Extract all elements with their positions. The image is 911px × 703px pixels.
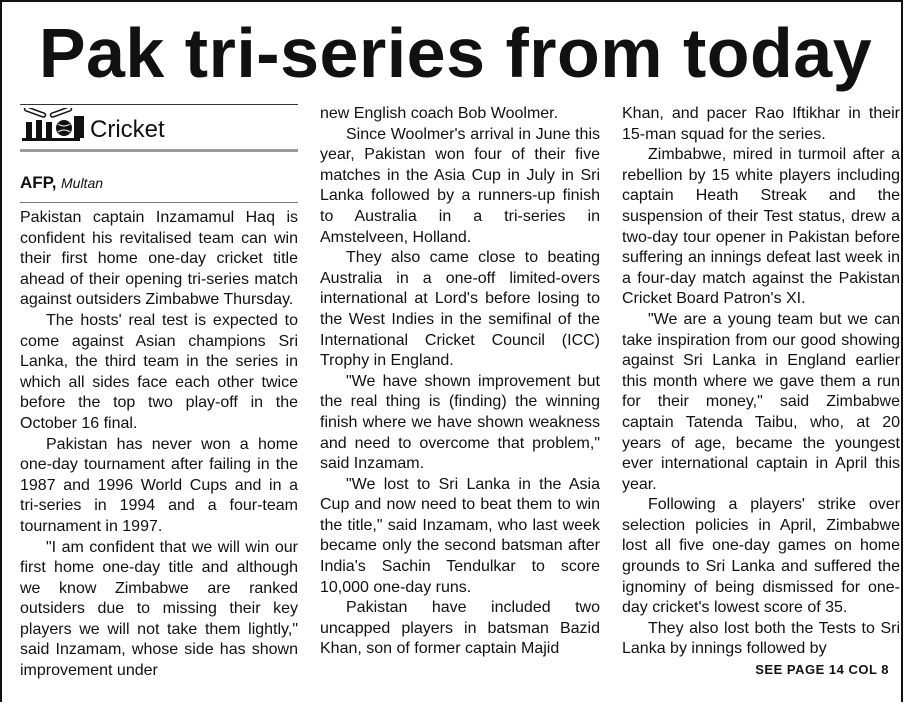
article-column-3 xyxy=(622,104,900,660)
paragraph: Pakistan have included two uncapped players in batsman Bazid Khan, son of former captain Majid xyxy=(320,599,600,658)
section-label: Cricket xyxy=(90,116,165,143)
article-column-1 xyxy=(20,208,298,682)
paragraph: "We are a young team but we can take inspiration from our good showing against Sri Lanka in England earlier this month where we gave them a run for their money," said Zimbabwe captain Tatenda Taibu, who, at 20 years of age, became the youngest ever international captain in April this year. xyxy=(622,310,900,493)
paragraph: They also came close to beating Australia in a one-off limited-overs international at Lord's before losing to the West Indies in the semifinal of the International Cricket Council (ICC) Trophy in England. xyxy=(320,249,600,370)
cricket-bats-icon xyxy=(20,108,88,146)
paragraph: "We lost to Sri Lanka in the Asia Cup and now need to beat them to win the title," said Inzamam, who last week became only the second batsman after India's Sachin Tendulkar to score 10,000 one-day runs. xyxy=(320,475,600,596)
byline xyxy=(20,172,298,195)
byline-agency: AFP, xyxy=(20,173,57,192)
paragraph: Since Woolmer's arrival in June this year, Pakistan won four of their five matches in the Asia Cup in July in Sri Lanka followed by a runners-up finish to Australia in a tri-series in Amstelveen, Holland. xyxy=(320,125,600,246)
paragraph: Khan, and pacer Rao Iftikhar in their 15-man squad for the series. xyxy=(622,105,900,143)
paragraph: Pakistan captain Inzamamul Haq is confident his revitalised team can win their first home one-day cricket title ahead of their opening tri-series match against outsiders Zimbabwe Thursday. xyxy=(20,209,298,309)
section-tag xyxy=(20,106,298,148)
paragraph: new English coach Bob Woolmer. xyxy=(320,105,559,122)
byline-rule xyxy=(20,202,298,203)
paragraph: Zimbabwe, mired in turmoil after a rebellion by 15 white players including captain Heath Streak and the suspension of their Test status, drew a two-day tour opener in Pakistan before suffering an innings defeat last week in a four-day match against the Pakistan Cricket Board Patron's XI. xyxy=(622,146,900,308)
continued-jump-line: SEE PAGE 14 COL 8 xyxy=(755,662,889,677)
paragraph: Following a players' strike over selection policies in April, Zimbabwe lost all five one-day games on home grounds to Sri Lanka and suffered the ignominy of being dismissed for one-day cricket's lowest score of 35. xyxy=(622,496,900,617)
section-rule xyxy=(20,149,298,152)
byline-place: Multan xyxy=(61,175,104,191)
paragraph: The hosts' real test is expected to come against Asian champions Sri Lanka, the third team in the series in which all sides face each other twice before the top two play-off in the October 16 final. xyxy=(20,311,298,432)
paragraph: "I am confident that we will win our first home one-day title and although we know Zimbabwe are ranked outsiders due to missing their key players we will not take them lightly," said Inzamam, whose side has shown improvement under xyxy=(20,538,298,680)
headline: Pak tri-series from today xyxy=(38,14,873,92)
paragraph: They also lost both the Tests to Sri Lanka by innings followed by xyxy=(622,619,900,658)
article-column-2 xyxy=(320,104,600,660)
section-top-rule xyxy=(20,104,298,105)
paragraph: "We have shown improvement but the real thing is (finding) the winning finish where we have shown weakness and need to overcome that problem," said Inzamam. xyxy=(320,372,600,473)
paragraph: Pakistan has never won a home one-day tournament after failing in the 1987 and 1996 World Cups and in a tri-series in 1994 and a four-team tournament in 1997. xyxy=(20,435,298,535)
